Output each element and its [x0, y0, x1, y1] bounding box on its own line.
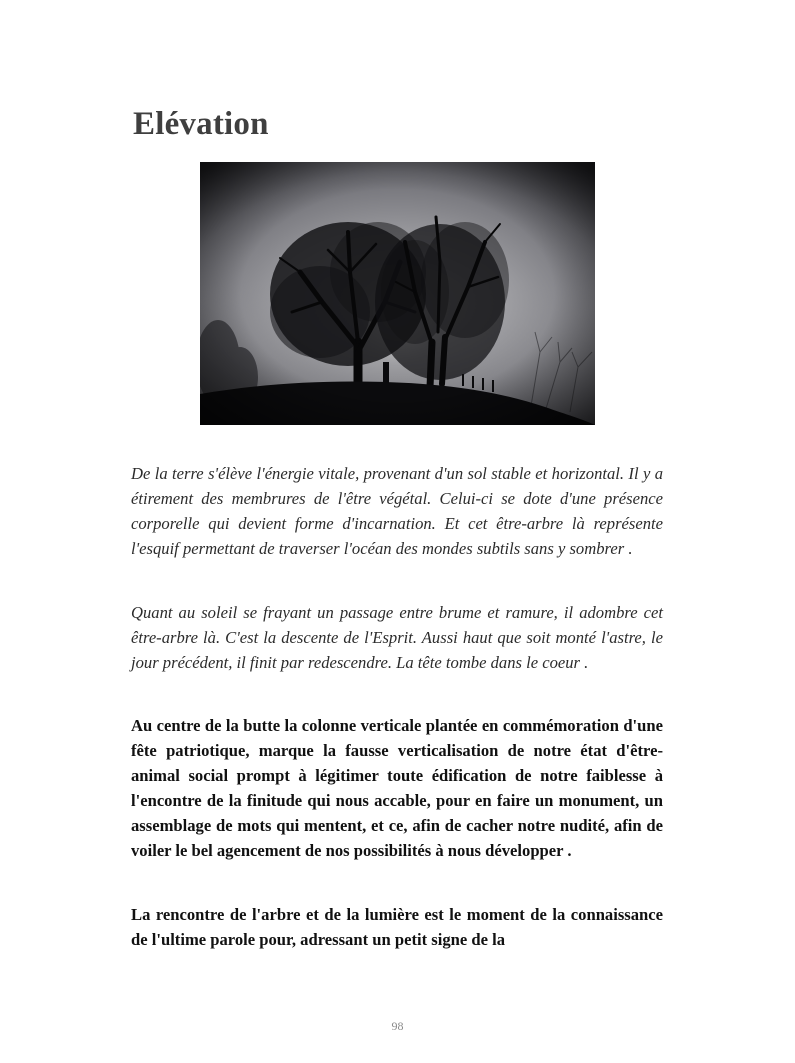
page-title: Elévation: [133, 106, 269, 142]
paragraph-1: De la terre s'élève l'énergie vitale, provenant d'un sol stable et horizontal. Il y a étirement des membrures de l'être végétal. Celui-ci se dote d'une présence corporelle qui devient forme d'incarnation. Et cet être-arbre là représente l'esquif permettant de traverser l'océan des mondes subtils sans y sombrer .: [131, 464, 663, 558]
paragraph-3: Au centre de la butte la colonne verticale plantée en commémoration d'une fête patriotique, marque la fausse verticalisation de notre état d'être-animal social prompt à légitimer toute édification de notre faiblesse à l'encontre de la finitude qui nous accable, pour en faire un monument, un assemblage de mots qui mentent, et ce, afin de cacher notre nudité, afin de voiler le bel agencement de nos possibilités à nous développer .: [131, 716, 663, 860]
paragraph-2: Quant au soleil se frayant un passage entre brume et ramure, il adombre cet être-arbre là. C'est la descente de l'Esprit. Aussi haut que soit monté l'astre, le jour précédent, il finit par redescendre. La tête tombe dans le coeur .: [131, 603, 663, 672]
tree-photo: [200, 162, 595, 425]
paragraph-4: La rencontre de l'arbre et de la lumière est le moment de la connaissance de l'ultime parole pour, adressant un petit signe de la: [131, 905, 663, 949]
tree-silhouette-image: [200, 162, 595, 425]
page-number: 98: [391, 1019, 404, 1033]
